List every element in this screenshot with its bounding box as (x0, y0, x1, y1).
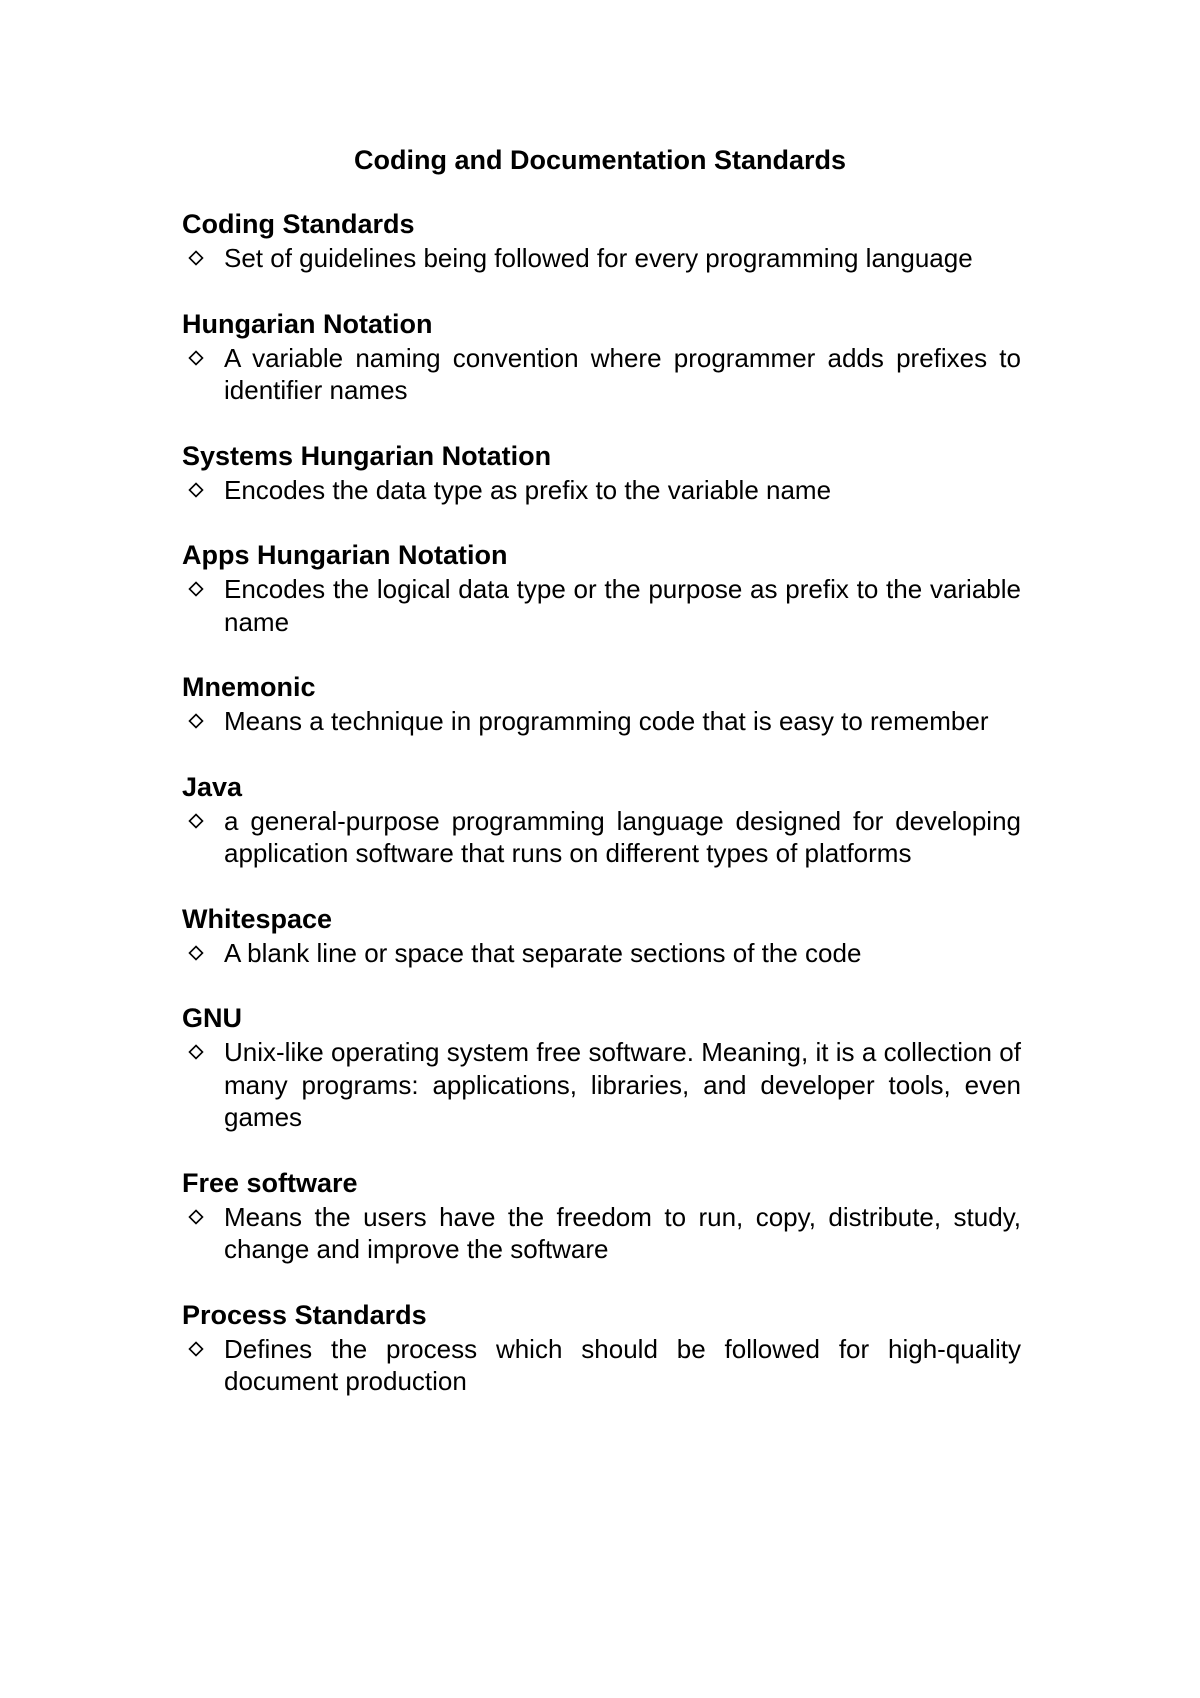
bullet-text: Defines the process which should be followed for high-quality document production (224, 1333, 1021, 1396)
bullet-text: Means a technique in programming code that is easy to remember (224, 706, 989, 736)
section-apps-hungarian-notation (182, 539, 1021, 638)
diamond-outline-icon (182, 474, 224, 506)
bullet-text: Set of guidelines being followed for every programming language (224, 243, 973, 273)
bullet-item (182, 1201, 1021, 1266)
bullet-text: A blank line or space that separate sections of the code (224, 937, 862, 968)
bullet-text: a general-purpose programming language designed for developing application software that runs on different types of platforms (224, 805, 1021, 868)
section-systems-hungarian-notation (182, 440, 1021, 507)
bullet-text: Encodes the data type as prefix to the variable name (224, 474, 832, 505)
section-hungarian-notation (182, 308, 1021, 407)
bullet-text: Means the users have the freedom to run, copy, distribute, study, change and improve the software (224, 1201, 1021, 1264)
section-heading: Apps Hungarian Notation (182, 540, 508, 570)
bullet-item (182, 937, 1021, 970)
section-coding-standards (182, 208, 1021, 275)
bullet-text: Unix-like operating system free software. Meaning, it is a collection of many programs: applications, libraries, and developer tools, even games (224, 1037, 1021, 1132)
diamond-outline-icon (182, 705, 224, 737)
section-heading: Coding Standards (182, 209, 415, 239)
bullet-text: Encodes the logical data type or the purpose as prefix to the variable name (224, 574, 1021, 637)
bullet-item (182, 573, 1021, 638)
section-gnu (182, 1002, 1021, 1134)
section-java (182, 771, 1021, 870)
section-free-software (182, 1167, 1021, 1266)
section-process-standards (182, 1299, 1021, 1398)
section-heading: Whitespace (182, 903, 333, 934)
bullet-item (182, 705, 1021, 738)
section-heading: Mnemonic (182, 672, 316, 702)
bullet-item (182, 1036, 1021, 1134)
diamond-outline-icon (182, 1036, 224, 1068)
bullet-item (182, 474, 1021, 507)
bullet-item (182, 342, 1021, 407)
bullet-text: A variable naming convention where programmer adds prefixes to identifier names (224, 342, 1021, 405)
diamond-outline-icon (182, 573, 224, 605)
diamond-outline-icon (182, 937, 224, 969)
section-heading: Hungarian Notation (182, 308, 433, 339)
section-heading: Java (182, 771, 243, 802)
bullet-item (182, 1333, 1021, 1398)
bullet-item (182, 805, 1021, 870)
diamond-outline-icon (182, 1201, 224, 1233)
diamond-outline-icon (182, 342, 224, 374)
section-whitespace (182, 903, 1021, 970)
section-mnemonic (182, 671, 1021, 738)
document-title: Coding and Documentation Standards (353, 145, 846, 175)
section-heading: Systems Hungarian Notation (182, 440, 552, 471)
section-heading: GNU (182, 1003, 242, 1033)
diamond-outline-icon (182, 805, 224, 837)
diamond-outline-icon (182, 242, 224, 274)
section-heading: Process Standards (182, 1299, 427, 1330)
diamond-outline-icon (182, 1333, 224, 1365)
bullet-item (182, 242, 1021, 275)
section-heading: Free software (182, 1167, 358, 1198)
document-body (182, 208, 1021, 1431)
